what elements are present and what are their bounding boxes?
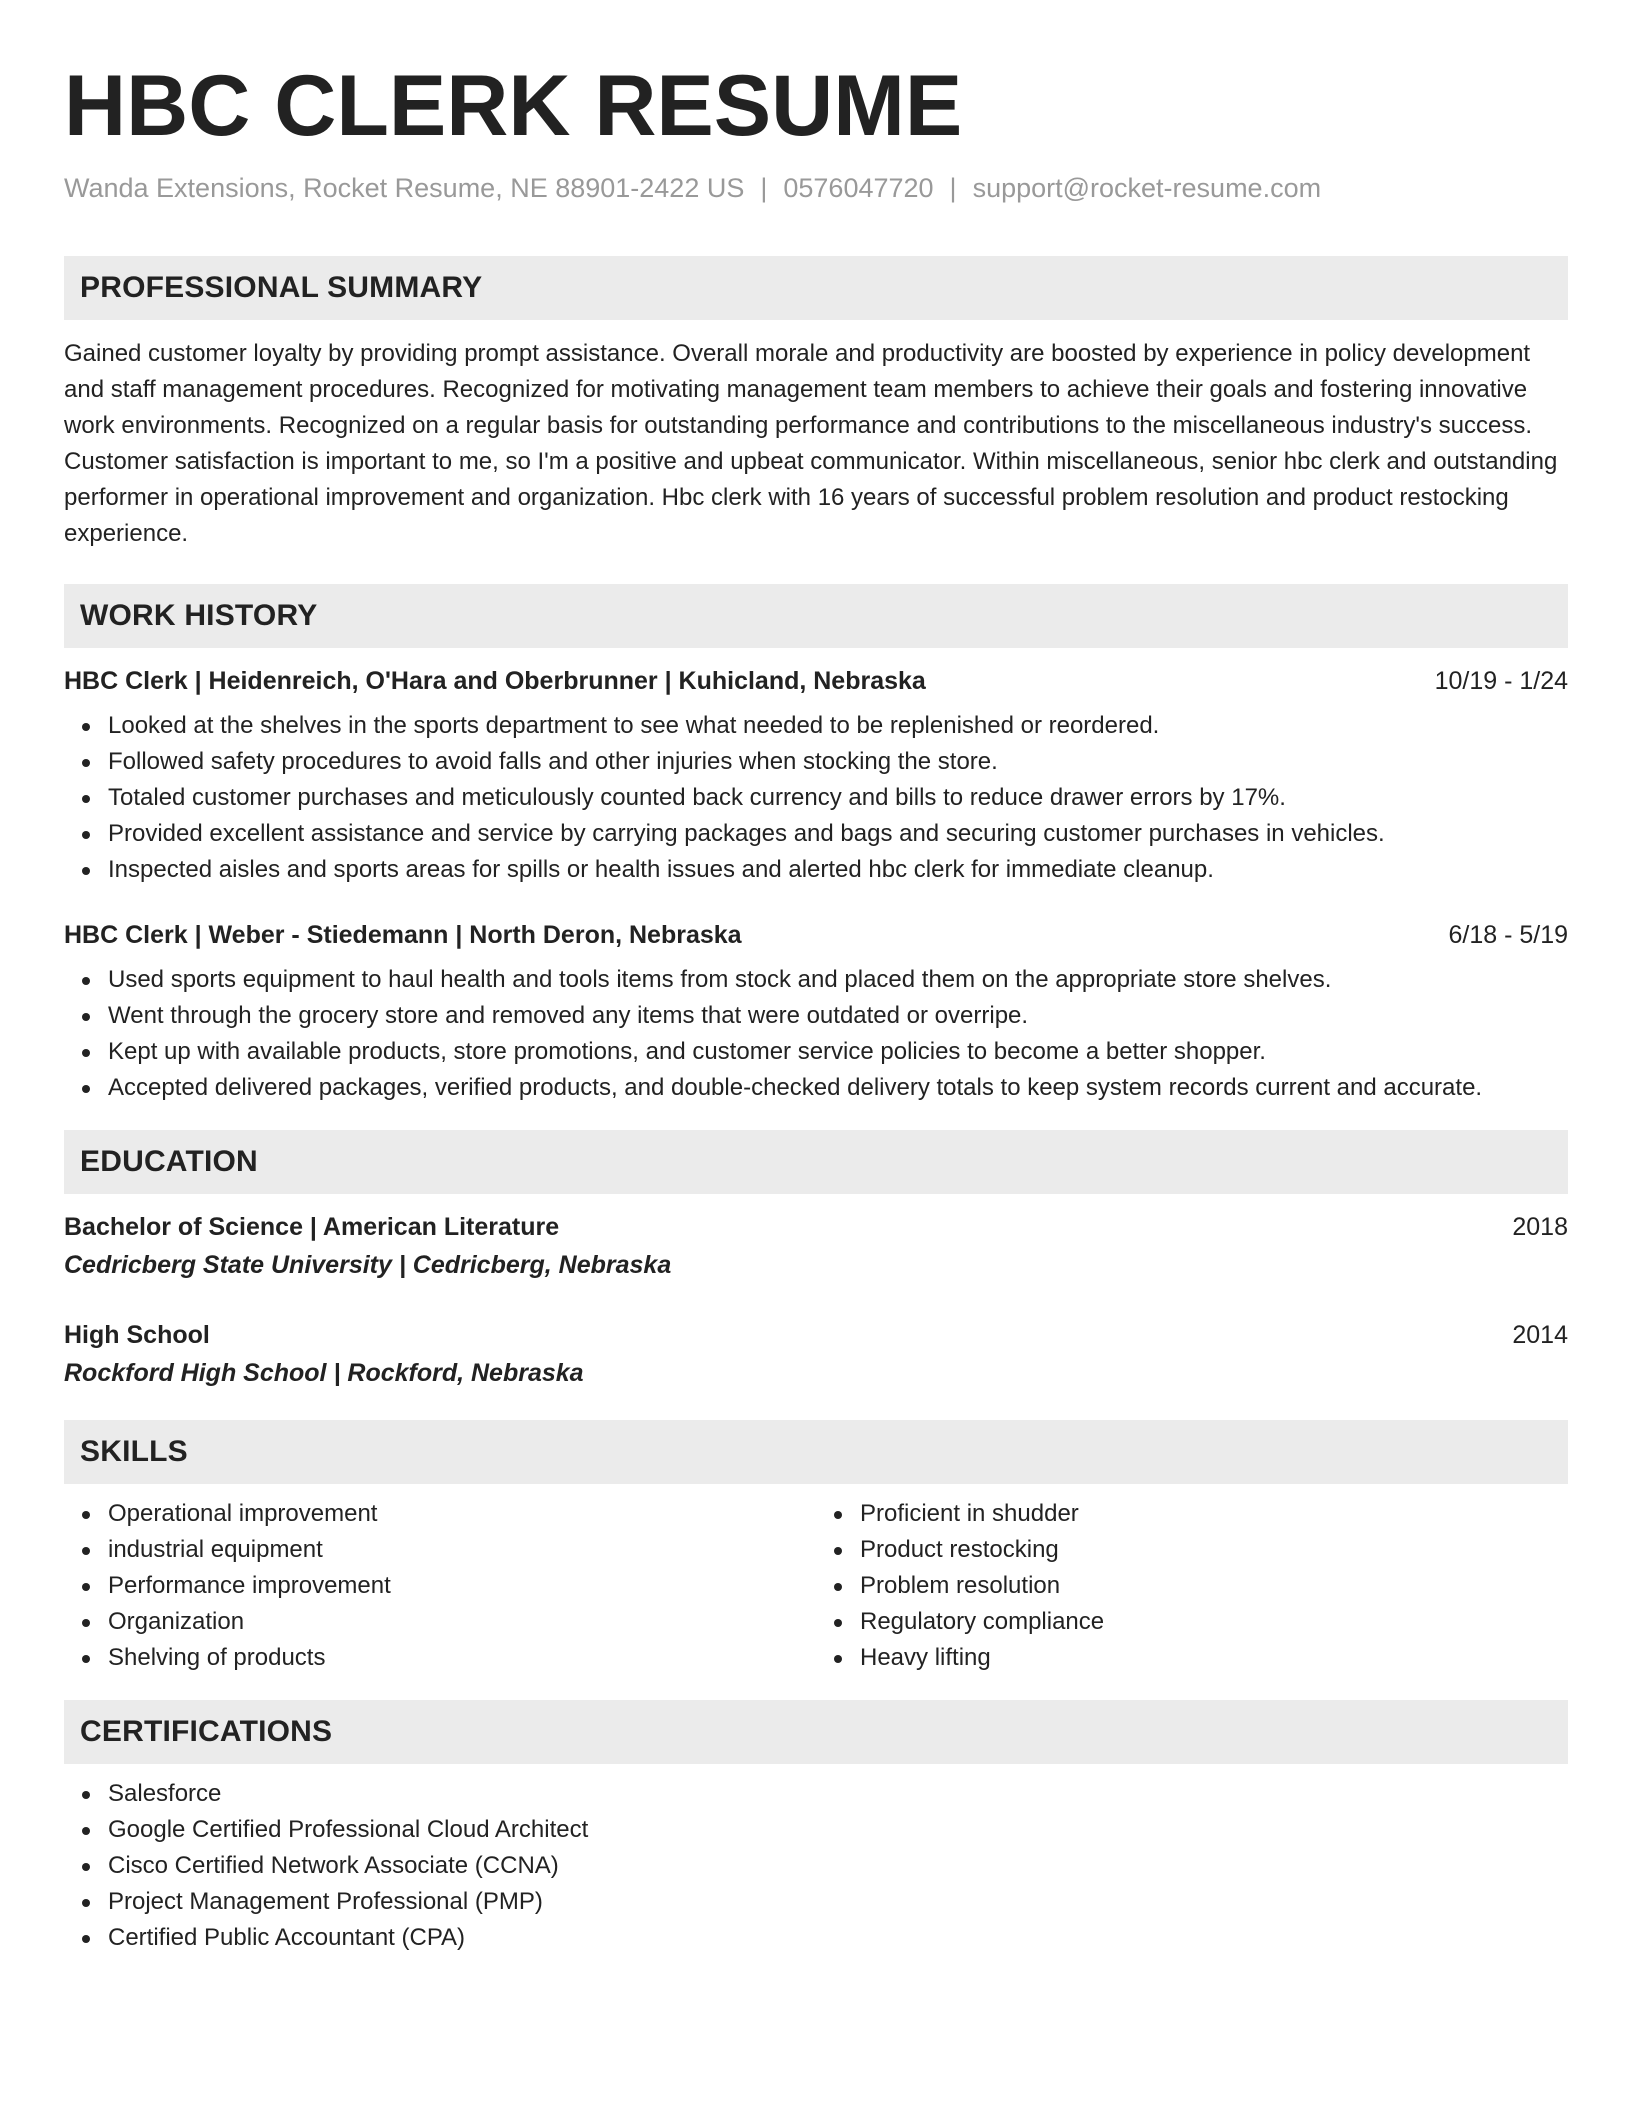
job-title-line: HBC Clerk | Weber - Stiedemann | North Deron, Nebraska xyxy=(64,921,742,949)
skills-list-left xyxy=(64,1496,816,1676)
skill-item: Product restocking xyxy=(860,1532,1568,1568)
skill-item: Shelving of products xyxy=(108,1640,816,1676)
education-school: Rockford High School | Rockford, Nebraska xyxy=(64,1359,584,1387)
job-bullet: Accepted delivered packages, verified products, and double-checked delivery totals to keep system records current and accurate. xyxy=(108,1070,1568,1106)
certification-item: Cisco Certified Network Associate (CCNA) xyxy=(108,1848,1568,1884)
job-dates: 10/19 - 1/24 xyxy=(1434,667,1568,695)
skills-list-right xyxy=(816,1496,1568,1676)
skill-item: Performance improvement xyxy=(108,1568,816,1604)
section-header-summary: PROFESSIONAL SUMMARY xyxy=(64,256,1568,320)
section-header-work-history: WORK HISTORY xyxy=(64,584,1568,648)
job-entry xyxy=(64,662,1568,888)
education-school: Cedricberg State University | Cedricberg, Nebraska xyxy=(64,1251,672,1279)
job-bullets xyxy=(64,962,1568,1106)
certification-item: Project Management Professional (PMP) xyxy=(108,1884,1568,1920)
contact-separator: | xyxy=(949,173,957,203)
education-degree: Bachelor of Science | American Literature xyxy=(64,1213,560,1241)
education-header xyxy=(64,1316,1568,1354)
education-year: 2014 xyxy=(1512,1321,1568,1349)
job-entry xyxy=(64,916,1568,1106)
education-degree: High School xyxy=(64,1321,210,1349)
education-entry xyxy=(64,1208,1568,1284)
certification-item: Salesforce xyxy=(108,1776,1568,1812)
job-header xyxy=(64,662,1568,700)
skill-item: Proficient in shudder xyxy=(860,1496,1568,1532)
job-bullet: Followed safety procedures to avoid falls and other injuries when stocking the store. xyxy=(108,744,1568,780)
skill-item: industrial equipment xyxy=(108,1532,816,1568)
contact-separator: | xyxy=(760,173,768,203)
skill-item: Operational improvement xyxy=(108,1496,816,1532)
contact-phone: 0576047720 xyxy=(783,173,934,203)
job-bullet: Totaled customer purchases and meticulously counted back currency and bills to reduce drawer errors by 17%. xyxy=(108,780,1568,816)
section-header-skills: SKILLS xyxy=(64,1420,1568,1484)
job-header xyxy=(64,916,1568,954)
skill-item: Heavy lifting xyxy=(860,1640,1568,1676)
contact-email: support@rocket-resume.com xyxy=(972,173,1322,203)
certification-item: Google Certified Professional Cloud Architect xyxy=(108,1812,1568,1848)
job-bullet: Went through the grocery store and removed any items that were outdated or overripe. xyxy=(108,998,1568,1034)
job-bullet: Inspected aisles and sports areas for spills or health issues and alerted hbc clerk for immediate cleanup. xyxy=(108,852,1568,888)
job-title-line: HBC Clerk | Heidenreich, O'Hara and Oberbrunner | Kuhicland, Nebraska xyxy=(64,667,926,695)
contact-line xyxy=(64,170,1568,206)
job-bullet: Used sports equipment to haul health and tools items from stock and placed them on the appropriate store shelves. xyxy=(108,962,1568,998)
job-bullet: Provided excellent assistance and service by carrying packages and bags and securing customer purchases in vehicles. xyxy=(108,816,1568,852)
job-bullet: Looked at the shelves in the sports department to see what needed to be replenished or reordered. xyxy=(108,708,1568,744)
education-entry xyxy=(64,1316,1568,1392)
certifications-list xyxy=(64,1776,1568,1956)
job-bullets xyxy=(64,708,1568,888)
education-header xyxy=(64,1208,1568,1246)
job-bullet: Kept up with available products, store promotions, and customer service policies to become a better shopper. xyxy=(108,1034,1568,1070)
skills-columns xyxy=(64,1496,1568,1676)
section-header-certifications: CERTIFICATIONS xyxy=(64,1700,1568,1764)
resume-title: HBC CLERK RESUME xyxy=(64,58,963,154)
education-year: 2018 xyxy=(1512,1213,1568,1241)
contact-address: Wanda Extensions, Rocket Resume, NE 88901-2422 US xyxy=(64,173,745,203)
skill-item: Problem resolution xyxy=(860,1568,1568,1604)
certification-item: Certified Public Accountant (CPA) xyxy=(108,1920,1568,1956)
job-dates: 6/18 - 5/19 xyxy=(1448,921,1568,949)
summary-text: Gained customer loyalty by providing prompt assistance. Overall morale and productivity are boosted by experience in policy development and staff management procedures. Recognized for motivating management team members to achieve their goals and fostering innovative work environments. Recognized on a regular basis for outstanding performance and contributions to the miscellaneous industry's success. Customer satisfaction is important to me, so I'm a positive and upbeat communicator. Within miscellaneous, senior hbc clerk and outstanding performer in operational improvement and organization. Hbc clerk with 16 years of successful problem resolution and product restocking experience. xyxy=(64,340,1558,547)
skill-item: Regulatory compliance xyxy=(860,1604,1568,1640)
skill-item: Organization xyxy=(108,1604,816,1640)
section-header-education: EDUCATION xyxy=(64,1130,1568,1194)
